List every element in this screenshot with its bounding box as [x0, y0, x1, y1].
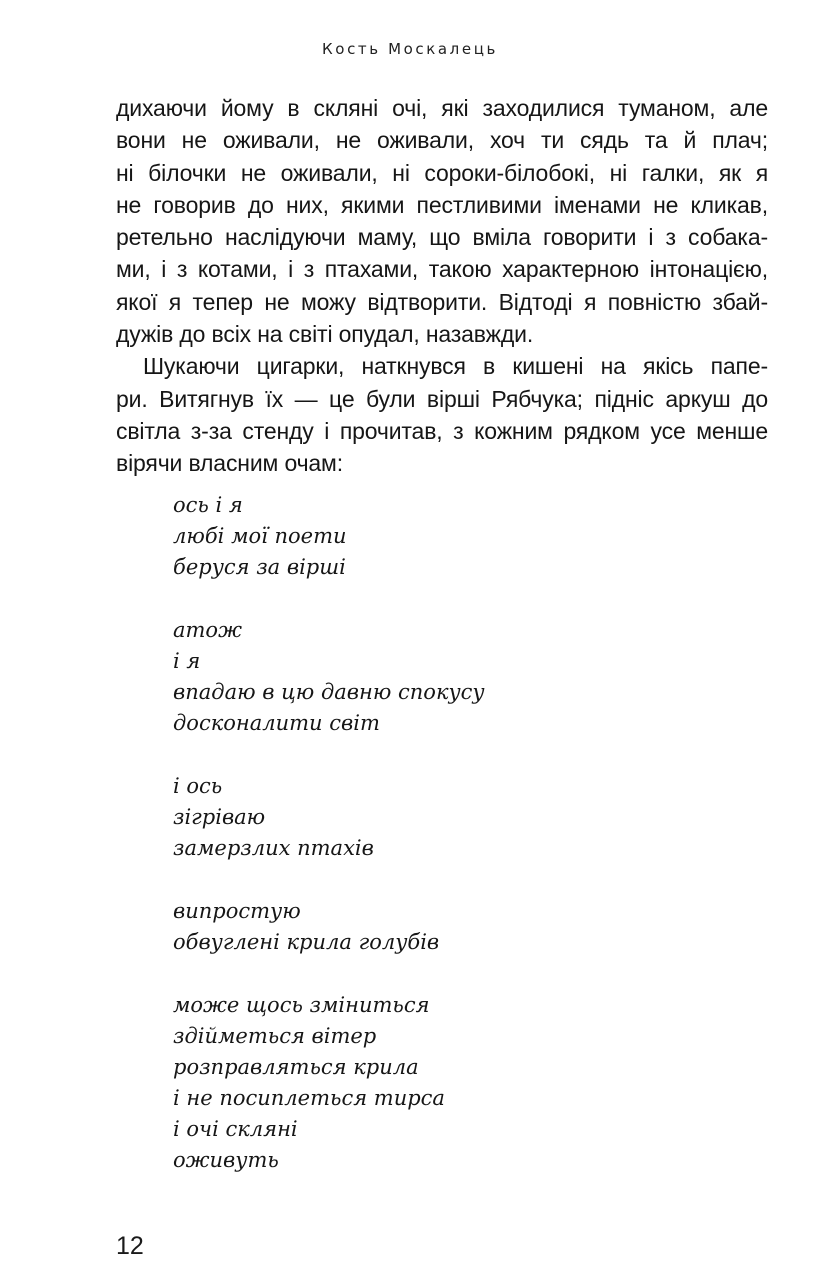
prose-line: вони не оживали, не оживали, хоч ти сядь та й плач;: [116, 127, 768, 154]
running-head-author: Кость Москалець: [322, 40, 498, 58]
prose-line: ри. Витягнув їх — це були вірші Рябчука; підніс аркуш до: [116, 385, 768, 412]
poem-stanza: [173, 990, 485, 1176]
poem-line: атож: [173, 618, 242, 642]
prose-line: не говорив до них, якими пестливими іменами не кликав,: [116, 191, 768, 218]
poem-line: і я: [173, 649, 201, 673]
poem-line: оживуть: [173, 1148, 279, 1172]
prose-line: світла з-за стенду і прочитав, з кожним рядком усе менше: [116, 417, 768, 444]
poem-line: випростую: [173, 899, 301, 923]
prose-line: якої я тепер не можу відтворити. Відтоді я повністю збай-: [116, 288, 768, 315]
poem-line: любі мої поети: [173, 524, 347, 548]
prose-line: ми, і з котами, і з птахами, такою характерною інтонацією,: [116, 256, 768, 283]
poem-line: і не посиплеться тирса: [173, 1086, 445, 1110]
poem-stanza: [173, 490, 485, 583]
prose-line: дихаючи йому в скляні очі, які заходилися туманом, але: [116, 95, 768, 121]
poem-line: зігріваю: [173, 805, 266, 829]
poem-line: обвуглені крила голубів: [173, 930, 440, 954]
poem-stanza: [173, 615, 485, 739]
poem-line: беруся за вірші: [173, 555, 346, 579]
prose-line: вірячи власним очам:: [116, 450, 343, 477]
prose-body: [116, 92, 768, 480]
poem-line: і очі скляні: [173, 1117, 298, 1141]
poem-line: може щось зміниться: [173, 993, 430, 1017]
prose-line: Шукаючи цигарки, наткнувся в кишені на якісь папе-: [143, 353, 768, 380]
prose-line: ретельно наслідуючи маму, що вміла говорити і з собака-: [116, 224, 768, 251]
poem-stanza: [173, 771, 485, 864]
poem-line: впадаю в цю давню спокусу: [173, 680, 485, 704]
poem-line: розправляться крила: [173, 1055, 419, 1079]
poem-line: замерзлих птахів: [173, 836, 374, 860]
poem-line: ось і я: [173, 493, 243, 517]
prose-line: ні білочки не оживали, ні сороки-білобокі, ні галки, як я: [116, 159, 768, 186]
poem-stanza: [173, 896, 485, 958]
poem: [173, 490, 485, 1176]
page-number: 12: [116, 1232, 144, 1260]
poem-line: і ось: [173, 774, 223, 798]
poem-line: досконалити світ: [173, 711, 380, 735]
prose-line: дужів до всіх на світі опудал, назавжди.: [116, 321, 534, 348]
poem-line: здійметься вітер: [173, 1024, 377, 1048]
